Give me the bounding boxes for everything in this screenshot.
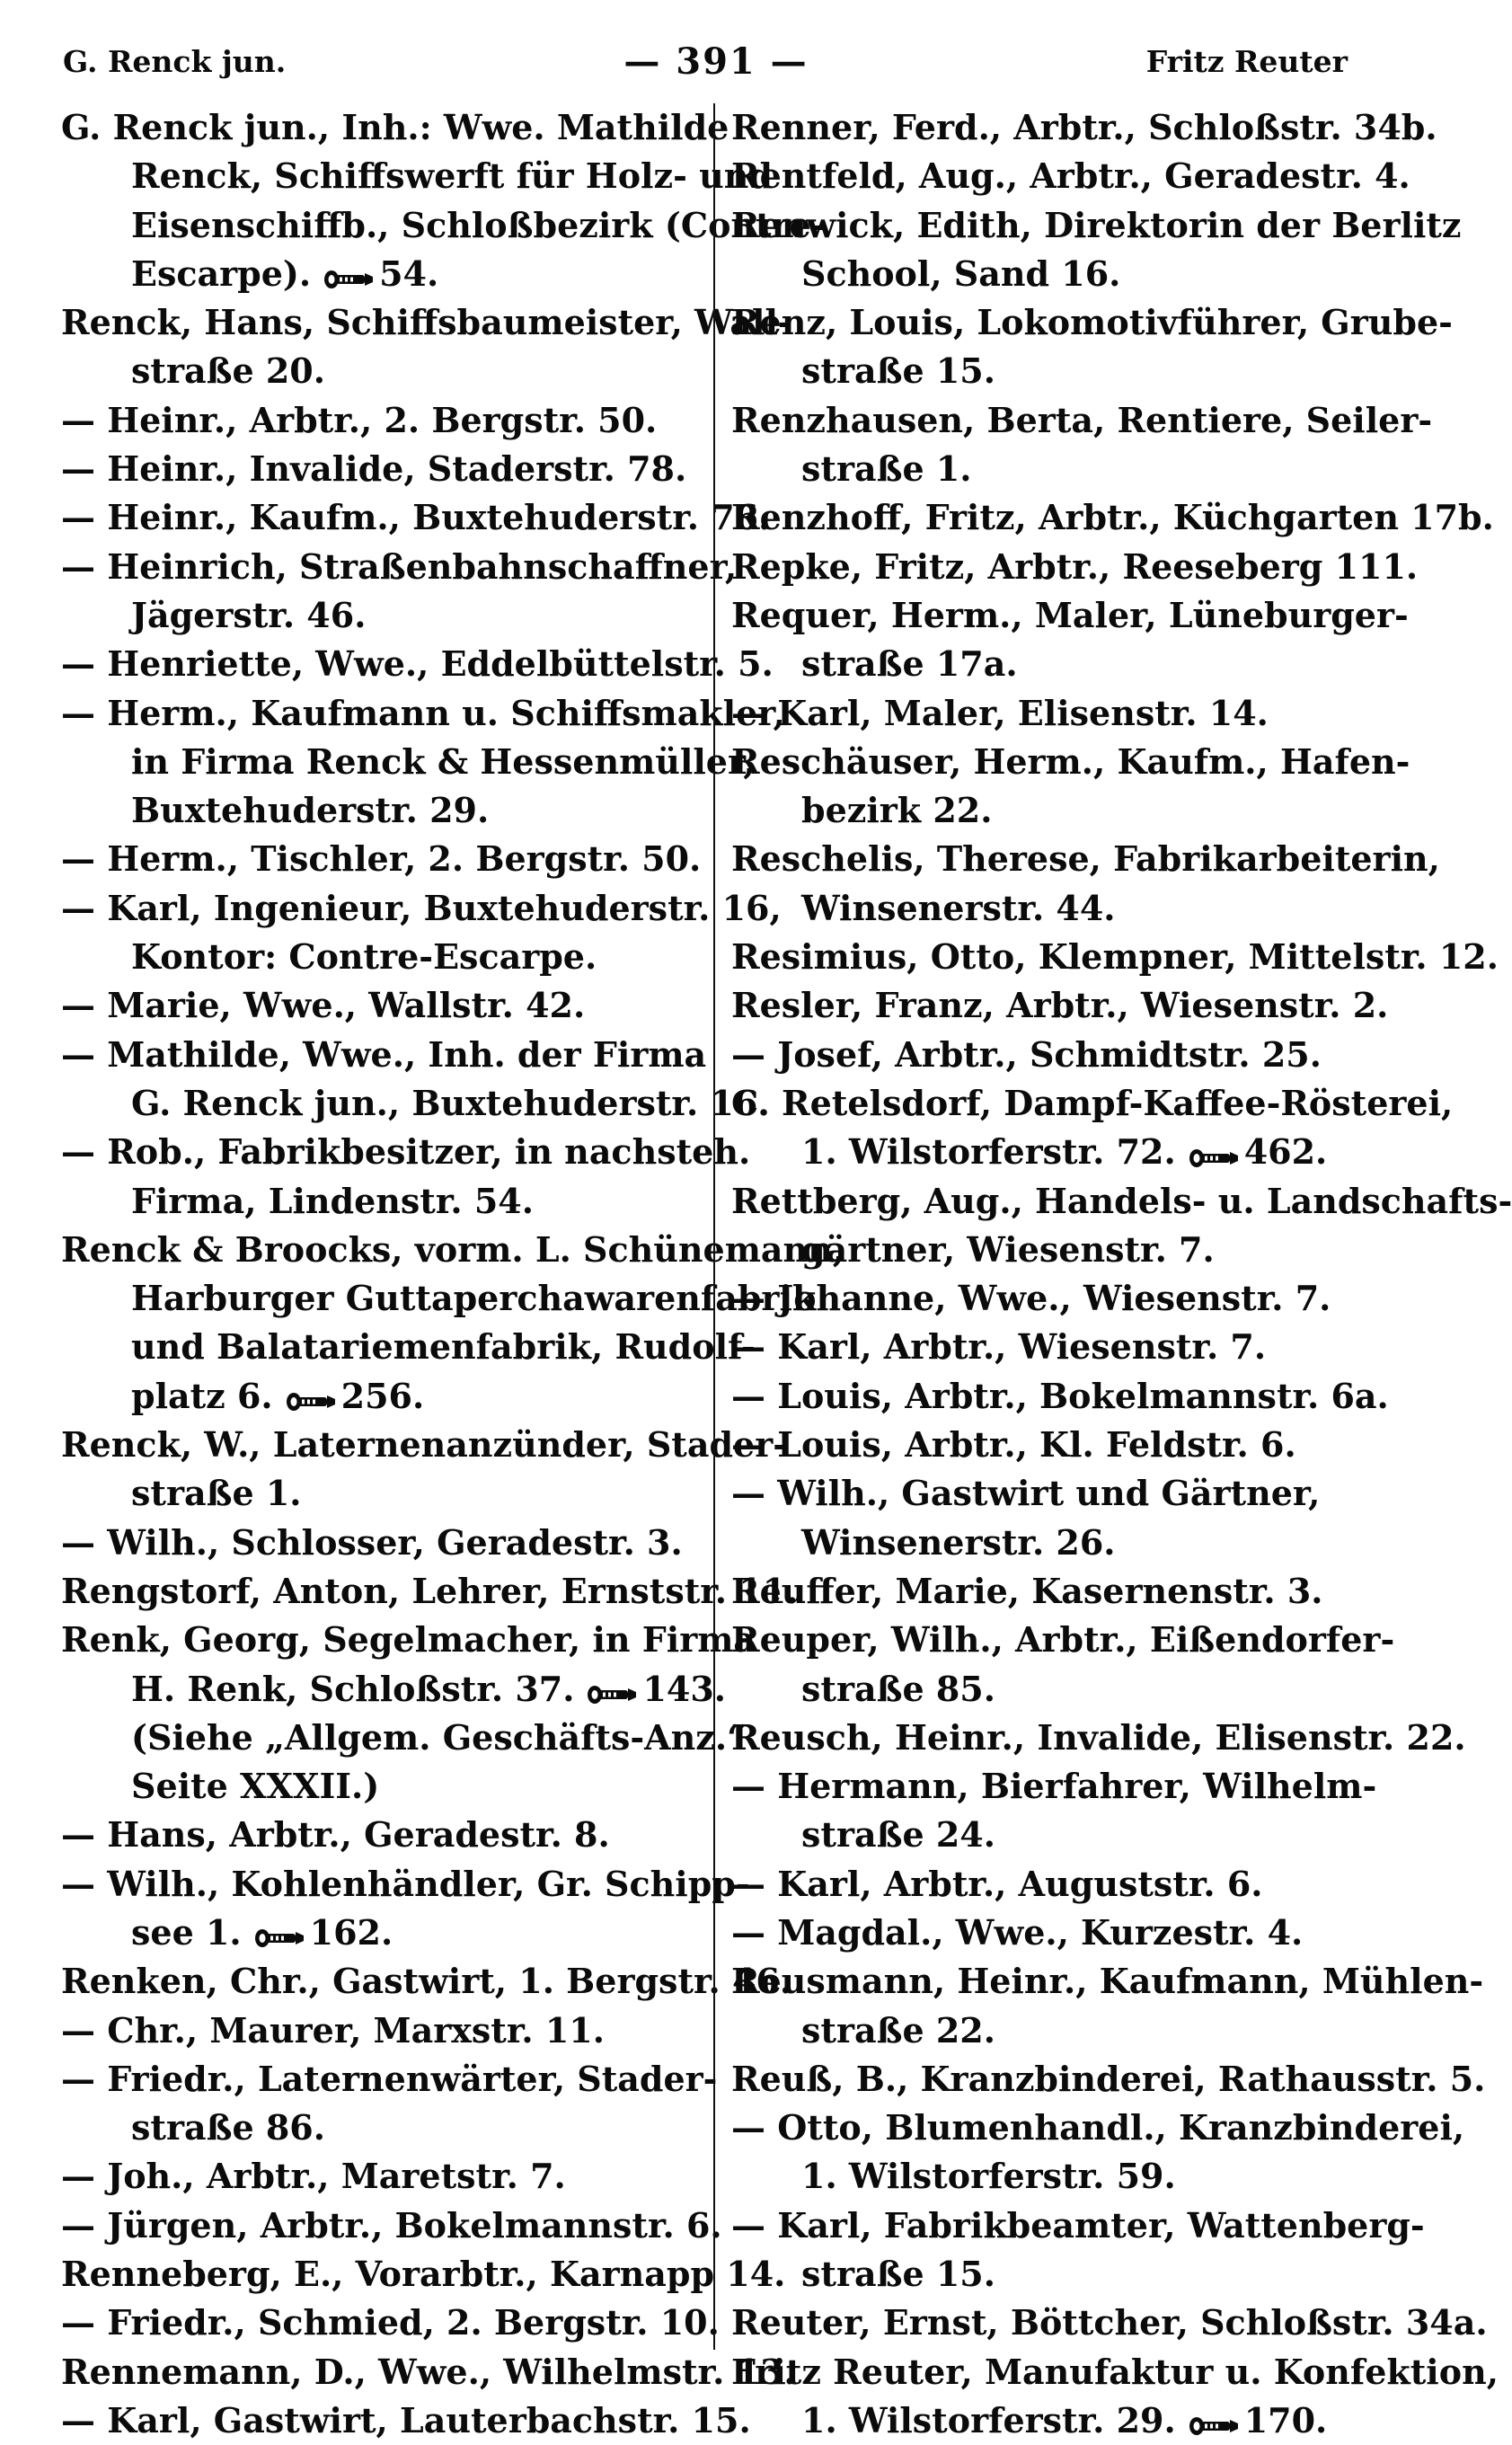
entry-continuation-line: bezirk 22.	[801, 790, 993, 831]
entry-continuation-line: straße 85.	[801, 1668, 995, 1709]
entry-line: Requer, Herm., Maler, Lüneburger-	[731, 594, 1409, 635]
directory-entry	[61, 543, 738, 641]
entry-continuation-line: Kontor: Contre-Escarpe.	[131, 936, 597, 978]
entry-line: Reschelis, Therese, Fabrikarbeiterin,	[731, 838, 1440, 880]
right-column	[713, 103, 1512, 2441]
entry-line: Renken, Chr., Gastwirt, 1. Bergstr. 46.	[61, 1961, 792, 2002]
entry-line: Rettberg, Aug., Handels- u. Landschafts-	[731, 1180, 1512, 1221]
directory-entry	[61, 2055, 718, 2153]
entry-continuation-line: straße 86.	[131, 2107, 325, 2148]
directory-entry	[731, 2348, 1499, 2445]
entry-line: Renck, W., Laternenanzünder, Stader-	[61, 1424, 787, 1466]
entry-continuation-line	[731, 2396, 1366, 2445]
entry-line: — Heinr., Kaufm., Buxtehuderstr. 76.	[61, 497, 771, 538]
directory-entry	[61, 1616, 756, 1811]
directory-entry	[731, 1177, 1512, 1275]
directory-entry	[731, 1762, 1377, 1860]
directory-entry	[731, 1421, 1366, 1469]
entry-text: H. Renk, Schloßstr. 37.	[131, 1668, 575, 1709]
entry-line: — Louis, Arbtr., Bokelmannstr. 6a.	[731, 1375, 1389, 1416]
directory-entry	[61, 1957, 792, 2006]
directory-entry	[731, 493, 1494, 542]
entry-continuation-line: straße 17a.	[801, 643, 1018, 685]
running-head-right: Fritz Reuter	[1145, 43, 1348, 79]
entry-line: Rentfeld, Aug., Arbtr., Geradestr. 4.	[731, 155, 1410, 197]
entry-continuation-line: G. Renck jun., Buxtehuderstr. 16.	[131, 1082, 770, 1123]
entry-line: — Karl, Ingenieur, Buxtehuderstr. 16,	[61, 887, 782, 928]
entry-line: Resimius, Otto, Klempner, Mittelstr. 12.	[731, 936, 1499, 978]
entry-line: C. Retelsdorf, Dampf-Kaffee-Rösterei,	[731, 1082, 1454, 1123]
running-head	[63, 34, 1348, 88]
entry-line: — Karl, Fabrikbeamter, Wattenberg-	[731, 2204, 1425, 2246]
directory-entry	[731, 2201, 1425, 2299]
entry-continuation-line: 1. Wilstorferstr. 59.	[801, 2156, 1176, 2197]
directory-entry	[731, 591, 1409, 689]
directory-entry	[731, 298, 1453, 396]
directory-entry	[61, 1519, 701, 1567]
entry-continuation-line: Winsenerstr. 26.	[801, 1521, 1116, 1563]
directory-entry	[731, 933, 1499, 981]
directory-entry	[61, 1421, 787, 1519]
entry-continuation-line: Seite XXXII.)	[131, 1766, 380, 1807]
entry-line: — Wilh., Gastwirt und Gärtner,	[731, 1473, 1321, 1514]
directory-entry	[731, 1079, 1454, 1177]
entry-continuation-line: Renck, Schiffswerft für Holz- und	[131, 155, 773, 197]
directory-entry	[731, 2104, 1465, 2201]
entry-continuation-line: Jägerstr. 46.	[131, 594, 367, 635]
entry-line: Repke, Fritz, Arbtr., Reeseberg 111.	[731, 545, 1419, 587]
entry-line: Reusch, Heinr., Invalide, Elisenstr. 22.	[731, 1716, 1466, 1758]
entry-line: — Henriette, Wwe., Eddelbüttelstr. 5.	[61, 643, 774, 685]
entry-continuation-line: straße 1.	[131, 1473, 302, 1514]
directory-entry	[731, 1909, 1366, 1957]
entry-continuation-line: straße 22.	[801, 2009, 995, 2051]
entry-continuation-line: straße 15.	[801, 350, 995, 392]
entry-line: Renner, Ferd., Arbtr., Schloßstr. 34b.	[731, 107, 1437, 147]
entry-continuation-line: gärtner, Wiesenstr. 7.	[801, 1228, 1215, 1270]
entry-continuation-line	[61, 250, 701, 298]
directory-entry	[61, 2299, 720, 2347]
directory-entry	[61, 981, 701, 1030]
entry-line: Renk, Georg, Segelmacher, in Firma	[61, 1619, 756, 1661]
entry-line: — Wilh., Kohlenhändler, Gr. Schipp-	[61, 1863, 750, 1904]
entry-text: see 1.	[131, 1911, 242, 1953]
entry-continuation-line	[731, 1128, 1366, 1176]
entry-continuation-line: School, Sand 16.	[801, 252, 1121, 294]
entry-line: — Herm., Kaufmann u. Schiffsmakler,	[61, 692, 785, 733]
entry-line: Renwick, Edith, Direktorin der Berlitz	[731, 204, 1462, 245]
entry-line: Reschäuser, Herm., Kaufm., Hafen-	[731, 740, 1410, 782]
entry-line: — Friedr., Laternenwärter, Stader-	[61, 2058, 718, 2099]
entry-line: — Hans, Arbtr., Geradestr. 8.	[61, 1814, 610, 1856]
entry-line: Renck & Broocks, vorm. L. Schünemann,	[61, 1228, 845, 1270]
directory-entry	[61, 396, 701, 445]
entry-line: Resler, Franz, Arbtr., Wiesenstr. 2.	[731, 985, 1389, 1026]
entry-text: 162.	[309, 1911, 393, 1953]
directory-entry	[61, 1031, 770, 1129]
entry-text: 1. Wilstorferstr. 29.	[801, 2399, 1176, 2441]
entry-line: — Karl, Arbtr., Wiesenstr. 7.	[731, 1326, 1267, 1368]
entry-line: — Karl, Gastwirt, Lauterbachstr. 15.	[61, 2399, 751, 2441]
entry-line: Reuter, Ernst, Böttcher, Schloßstr. 34a.	[731, 2302, 1488, 2343]
entry-continuation-line	[61, 1372, 701, 1421]
entry-line: — Jürgen, Arbtr., Bokelmannstr. 6.	[61, 2204, 722, 2246]
entry-line: — Karl, Arbtr., Auguststr. 6.	[731, 1863, 1263, 1904]
directory-entry	[731, 152, 1410, 200]
entry-continuation-line: straße 24.	[801, 1814, 995, 1856]
directory-entry	[731, 1031, 1366, 1079]
directory-entry	[731, 396, 1433, 494]
directory-entry	[61, 2201, 722, 2250]
telephone-icon	[286, 1390, 336, 1408]
entry-text: 462.	[1243, 1131, 1328, 1173]
entry-line: — Heinrich, Straßenbahnschaffner,	[61, 545, 738, 587]
telephone-icon	[1189, 1147, 1239, 1165]
directory-entry	[61, 2006, 701, 2055]
entry-text: platz 6.	[131, 1375, 273, 1416]
directory-entry	[61, 2250, 786, 2299]
directory-entry	[731, 1469, 1366, 1567]
entry-line: — Heinr., Arbtr., 2. Bergstr. 50.	[61, 399, 658, 440]
entry-line: — Magdal., Wwe., Kurzestr. 4.	[731, 1911, 1304, 1953]
entry-line: — Rob., Fabrikbesitzer, in nachsteh.	[61, 1131, 751, 1173]
directory-entry	[731, 1714, 1466, 1762]
directory-entry	[61, 1567, 799, 1616]
page-number: — 391 —	[623, 40, 809, 83]
entry-continuation-line: und Balatariemenfabrik, Rudolf-	[131, 1326, 756, 1368]
entry-line: Rengstorf, Anton, Lehrer, Ernststr. 11.	[61, 1570, 799, 1611]
entry-continuation-line: (Siehe „Allgem. Geschäfts-Anz.“	[131, 1716, 747, 1758]
directory-entry	[731, 1567, 1366, 1616]
directory-entry	[61, 884, 782, 982]
entry-continuation-line: straße 20.	[131, 350, 325, 392]
entry-line: — Friedr., Schmied, 2. Bergstr. 10.	[61, 2302, 720, 2343]
entry-line: — Mathilde, Wwe., Inh. der Firma	[61, 1033, 707, 1075]
entry-line: Renz, Louis, Lokomotivführer, Grube-	[731, 302, 1453, 343]
entry-line: — Hermann, Bierfahrer, Wilhelm-	[731, 1766, 1377, 1807]
entry-continuation-line: Harburger Guttaperchawarenfabrik	[131, 1278, 817, 1319]
entry-line: — Louis, Arbtr., Kl. Feldstr. 6.	[731, 1424, 1296, 1466]
directory-entry	[731, 689, 1366, 738]
directory-entry	[61, 2396, 751, 2445]
entry-line: Fritz Reuter, Manufaktur u. Konfektion,	[731, 2351, 1499, 2392]
entry-continuation-line: straße 1.	[801, 448, 972, 490]
entry-line: Reuper, Wilh., Arbtr., Eißendorfer-	[731, 1619, 1395, 1661]
directory-entry	[61, 689, 785, 836]
entry-continuation-line	[61, 1665, 727, 1714]
directory-entry	[731, 1274, 1366, 1323]
entry-line: — Karl, Maler, Elisenstr. 14.	[731, 692, 1269, 733]
directory-entry	[61, 493, 771, 542]
entry-line: — Chr., Maurer, Marxstr. 11.	[61, 2009, 605, 2051]
entry-line: Reuß, B., Kranzbinderei, Rathausstr. 5.	[731, 2058, 1486, 2099]
directory-entry	[731, 1957, 1484, 2055]
telephone-icon	[323, 268, 374, 286]
telephone-icon	[1189, 2414, 1239, 2432]
entry-text: 143.	[642, 1668, 727, 1709]
directory-entry	[731, 2299, 1488, 2347]
entry-line: Reusmann, Heinr., Kaufmann, Mühlen-	[731, 1961, 1484, 2002]
telephone-icon	[587, 1683, 637, 1701]
directory-entry	[61, 2348, 796, 2396]
entry-line: — Marie, Wwe., Wallstr. 42.	[61, 985, 586, 1026]
entry-line: — Josef, Arbtr., Schmidtstr. 25.	[731, 1033, 1322, 1075]
directory-entry	[731, 1372, 1389, 1421]
directory-entry	[61, 1226, 845, 1421]
directory-entry	[61, 103, 826, 298]
entry-line: — Wilh., Schlosser, Geradestr. 3.	[61, 1521, 683, 1563]
directory-entry	[731, 103, 1437, 152]
entry-continuation-line: Firma, Lindenstr. 54.	[131, 1180, 534, 1221]
entry-line: — Herm., Tischler, 2. Bergstr. 50.	[61, 838, 702, 880]
entry-text: 1. Wilstorferstr. 72.	[801, 1131, 1176, 1173]
telephone-icon	[254, 1927, 305, 1944]
entry-continuation-line	[61, 1909, 701, 1957]
entry-line: — Otto, Blumenhandl., Kranzbinderei,	[731, 2107, 1465, 2148]
entry-line: — Heinr., Invalide, Staderstr. 78.	[61, 448, 687, 490]
directory-entry	[731, 835, 1440, 933]
entry-line: — Joh., Arbtr., Maretstr. 7.	[61, 2156, 566, 2197]
left-column	[61, 103, 845, 2441]
entry-text: 170.	[1243, 2399, 1328, 2441]
entry-line: G. Renck jun., Inh.: Wwe. Mathilde	[61, 107, 729, 147]
entry-line: Reuffer, Marie, Kasernenstr. 3.	[731, 1570, 1323, 1611]
entry-continuation-line: Buxtehuderstr. 29.	[131, 790, 490, 831]
entry-continuation-line: Eisenschiffb., Schloßbezirk (Contre-	[131, 204, 826, 245]
entry-continuation-line: straße 15.	[801, 2254, 995, 2295]
directory-entry	[731, 981, 1389, 1030]
entry-text: 256.	[340, 1375, 425, 1416]
running-head-left: G. Renck jun.	[63, 43, 287, 79]
directory-entry	[61, 2152, 701, 2201]
entry-line: Renneberg, E., Vorarbtr., Karnapp 14.	[61, 2254, 786, 2295]
entry-text: 54.	[379, 252, 439, 294]
directory-entry	[731, 2055, 1486, 2104]
entry-text: Escarpe).	[131, 252, 312, 294]
entry-line: Renzhoff, Fritz, Arbtr., Küchgarten 17b.	[731, 497, 1494, 538]
directory-entry	[61, 445, 701, 493]
directory-entry	[61, 1860, 750, 1958]
entry-line: — Johanne, Wwe., Wiesenstr. 7.	[731, 1278, 1331, 1319]
directory-entry	[731, 738, 1410, 836]
directory-entry	[731, 201, 1462, 299]
directory-entry	[61, 1811, 701, 1859]
directory-entry	[731, 1860, 1366, 1909]
entry-line: Renzhausen, Berta, Rentiere, Seiler-	[731, 399, 1433, 440]
directory-entry	[731, 543, 1419, 591]
entry-line: Renck, Hans, Schiffsbaumeister, Wall-	[61, 302, 792, 343]
directory-entry	[731, 1616, 1395, 1714]
entry-line: Rennemann, D., Wwe., Wilhelmstr. 13.	[61, 2351, 796, 2392]
directory-entry	[61, 835, 701, 883]
directory-entry	[61, 1128, 751, 1226]
directory-entry	[731, 1323, 1366, 1371]
directory-entry	[61, 640, 774, 688]
directory-columns	[61, 103, 1512, 2441]
entry-continuation-line: Winsenerstr. 44.	[801, 887, 1116, 928]
directory-entry	[61, 298, 792, 396]
entry-continuation-line: in Firma Renck & Hessenmüller,	[131, 740, 756, 782]
